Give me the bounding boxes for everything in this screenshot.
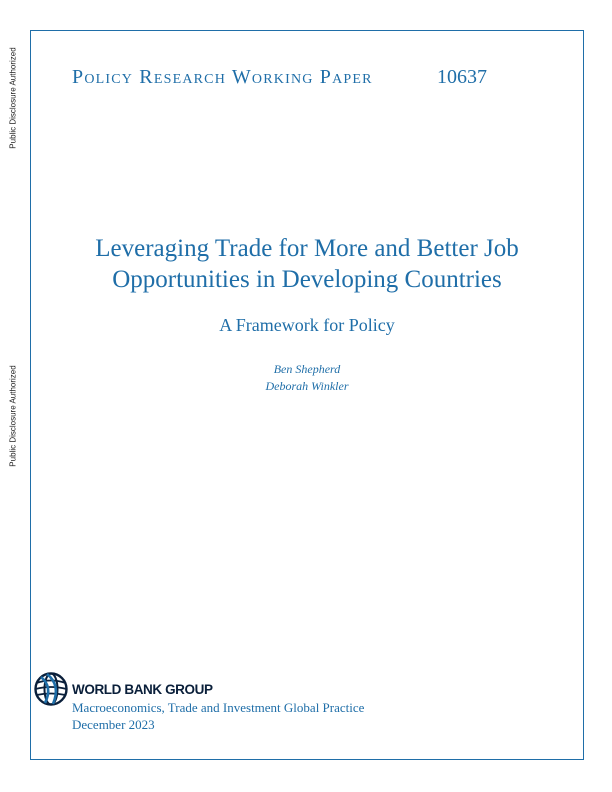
paper-title xyxy=(30,233,584,295)
author-1: Ben Shepherd xyxy=(273,362,341,376)
paper-title-line-2: Opportunities in Developing Countries xyxy=(112,266,502,293)
paper-title-line-1: Leveraging Trade for More and Better Job xyxy=(95,235,519,262)
author-2: Deborah Winkler xyxy=(265,379,349,393)
globe-icon xyxy=(33,671,69,707)
series-title: Policy Research Working Paper xyxy=(72,66,373,88)
disclosure-label-middle: Public Disclosure Authorized xyxy=(8,365,18,467)
logo-wordmark: WORLD BANK GROUP xyxy=(72,681,213,697)
cover-frame xyxy=(30,30,584,760)
publication-date: December 2023 xyxy=(72,717,155,732)
paper-number: 10637 xyxy=(437,66,487,88)
global-practice: Macroeconomics, Trade and Investment Global Practice xyxy=(72,700,365,715)
disclosure-label-top: Public Disclosure Authorized xyxy=(8,47,18,149)
paper-subtitle: A Framework for Policy xyxy=(219,315,395,335)
author-list xyxy=(30,361,584,395)
